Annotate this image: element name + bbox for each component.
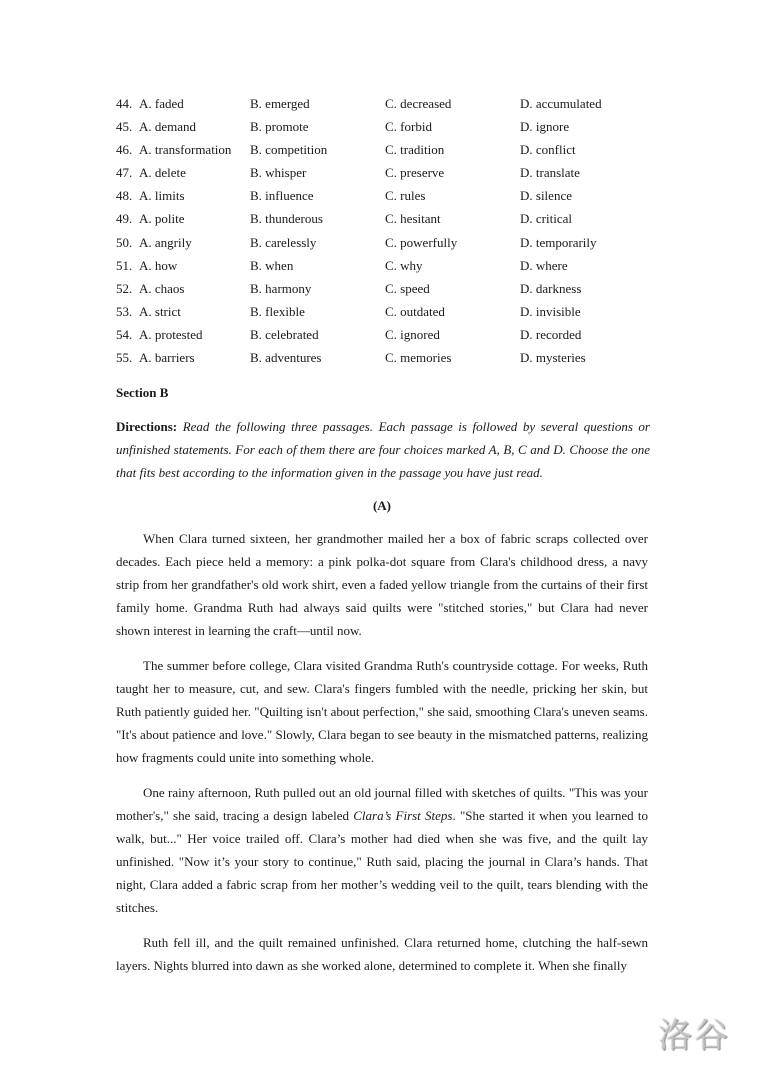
question-number: 53. xyxy=(116,303,133,319)
question-number: 50. xyxy=(116,234,133,250)
option-a: A. demand xyxy=(139,119,197,135)
option-c: C. tradition xyxy=(385,142,445,158)
paragraph-3-text-after: . "She started it when you learned to walk, but..." Her voice trailed off. Clara’s mother had died when she was five, and the quilt lay unfinished. "Now it’s your story to continue," Ruth said, placing the journal in Clara’s hands. That night, Clara added a fabric scrap from her mother’s wedding veil to the quilt, tears blending with the stitches. xyxy=(116,808,649,915)
option-c: C. powerfully xyxy=(385,234,458,250)
question-number: 55. xyxy=(116,350,133,366)
passage-paragraph-3 xyxy=(116,781,648,919)
option-c: C. rules xyxy=(385,188,426,204)
option-a: A. delete xyxy=(139,165,186,181)
option-c: C. why xyxy=(385,257,423,273)
option-a: A. chaos xyxy=(139,280,185,296)
option-a: A. strict xyxy=(139,303,181,319)
option-b: B. adventures xyxy=(250,350,322,366)
option-b: B. when xyxy=(250,257,294,273)
option-d: D. accumulated xyxy=(520,96,602,111)
option-a: A. polite xyxy=(139,211,185,227)
question-row xyxy=(116,257,676,280)
question-row xyxy=(116,95,676,118)
question-row xyxy=(116,118,676,141)
option-d: D. mysteries xyxy=(520,350,586,366)
question-number: 52. xyxy=(116,280,133,296)
option-b: B. celebrated xyxy=(250,326,319,342)
option-d: D. darkness xyxy=(520,280,582,296)
question-row xyxy=(116,326,676,349)
option-b: B. influence xyxy=(250,188,314,204)
question-number: 54. xyxy=(116,326,133,342)
question-options-list xyxy=(116,95,676,372)
option-b: B. thunderous xyxy=(250,211,323,227)
question-row xyxy=(116,187,676,210)
directions-label: Directions: xyxy=(116,419,178,434)
option-b: B. whisper xyxy=(250,165,307,181)
question-row xyxy=(116,164,676,187)
option-d: D. where xyxy=(520,257,568,273)
question-row xyxy=(116,141,676,164)
question-row xyxy=(116,303,676,326)
option-a: A. transformation xyxy=(139,142,232,158)
option-d: D. temporarily xyxy=(520,234,597,250)
question-row xyxy=(116,234,676,257)
passage-paragraph-2: The summer before college, Clara visited Grandma Ruth's countryside cottage. For weeks, Ruth taught her to measure, cut, and sew. Clara's fingers fumbled with the needle, pricking her skin, but Ruth patiently guided her. "Quilting isn't about perfection," she said, smoothing Clara's uneven seams. "It's about patience and love." Slowly, Clara began to see beauty in the mismatched patterns, realizing how fragments could unite into something whole. xyxy=(116,658,648,765)
question-number: 47. xyxy=(116,165,133,181)
option-d: D. critical xyxy=(520,211,572,227)
option-b: B. flexible xyxy=(250,303,305,319)
question-number: 51. xyxy=(116,257,133,273)
passage-label: (A) xyxy=(372,498,392,513)
option-d: D. recorded xyxy=(520,326,582,342)
directions xyxy=(116,415,650,484)
passage-paragraph-4: Ruth fell ill, and the quilt remained unfinished. Clara returned home, clutching the half-sewn layers. Nights blurred into dawn as she worked alone, determined to complete it. When she finally xyxy=(116,935,648,973)
section-title: Section B xyxy=(116,385,169,400)
option-a: A. limits xyxy=(139,188,185,204)
option-b: B. competition xyxy=(250,142,328,158)
passage-paragraph-1: When Clara turned sixteen, her grandmother mailed her a box of fabric scraps collected over decades. Each piece held a memory: a pink polka-dot square from Clara's childhood dress, a navy strip from her grandfather's old work shirt, even a faded yellow triangle from the curtains of their first family home. Grandma Ruth had always said quilts were "stitched stories," but Clara had never shown interest in learning the craft—until now. xyxy=(116,531,648,638)
option-b: B. promote xyxy=(250,119,309,135)
question-row xyxy=(116,210,676,233)
question-number: 44. xyxy=(116,96,133,111)
option-c: C. forbid xyxy=(385,119,432,135)
option-c: C. speed xyxy=(385,280,430,296)
question-number: 45. xyxy=(116,119,133,135)
option-a: A. angrily xyxy=(139,234,192,250)
paragraph-3-text-before: One rainy afternoon, Ruth pulled out an old journal filled with sketches of quilts. "This was your mother's," she said, tracing a design labeled xyxy=(116,785,648,823)
option-a: A. faded xyxy=(139,96,184,111)
directions-text: Read the following three passages. Each passage is followed by several questions or unfinished statements. For each of them there are four choices marked A, B, C and D. Choose the one that fits best according to the information given in the passage you have just read. xyxy=(116,419,650,480)
option-c: C. decreased xyxy=(385,96,452,111)
question-number: 49. xyxy=(116,211,133,227)
option-d: D. silence xyxy=(520,188,572,204)
quilt-title: Clara’s First Steps xyxy=(353,808,453,823)
question-number: 48. xyxy=(116,188,133,204)
option-d: D. ignore xyxy=(520,119,570,135)
option-d: D. translate xyxy=(520,165,580,181)
option-b: B. harmony xyxy=(250,280,312,296)
option-a: A. barriers xyxy=(139,350,195,366)
option-c: C. ignored xyxy=(385,326,440,342)
option-c: C. outdated xyxy=(385,303,445,319)
question-row xyxy=(116,280,676,303)
watermark-logo: 洛谷 xyxy=(658,1016,730,1056)
option-c: C. memories xyxy=(385,350,452,366)
option-d: D. invisible xyxy=(520,303,581,319)
question-number: 46. xyxy=(116,142,133,158)
option-b: B. emerged xyxy=(250,96,310,111)
option-c: C. hesitant xyxy=(385,211,441,227)
option-d: D. conflict xyxy=(520,142,576,158)
question-row xyxy=(116,349,676,372)
option-b: B. carelessly xyxy=(250,234,317,250)
option-a: A. how xyxy=(139,257,178,273)
option-a: A. protested xyxy=(139,326,203,342)
option-c: C. preserve xyxy=(385,165,445,181)
